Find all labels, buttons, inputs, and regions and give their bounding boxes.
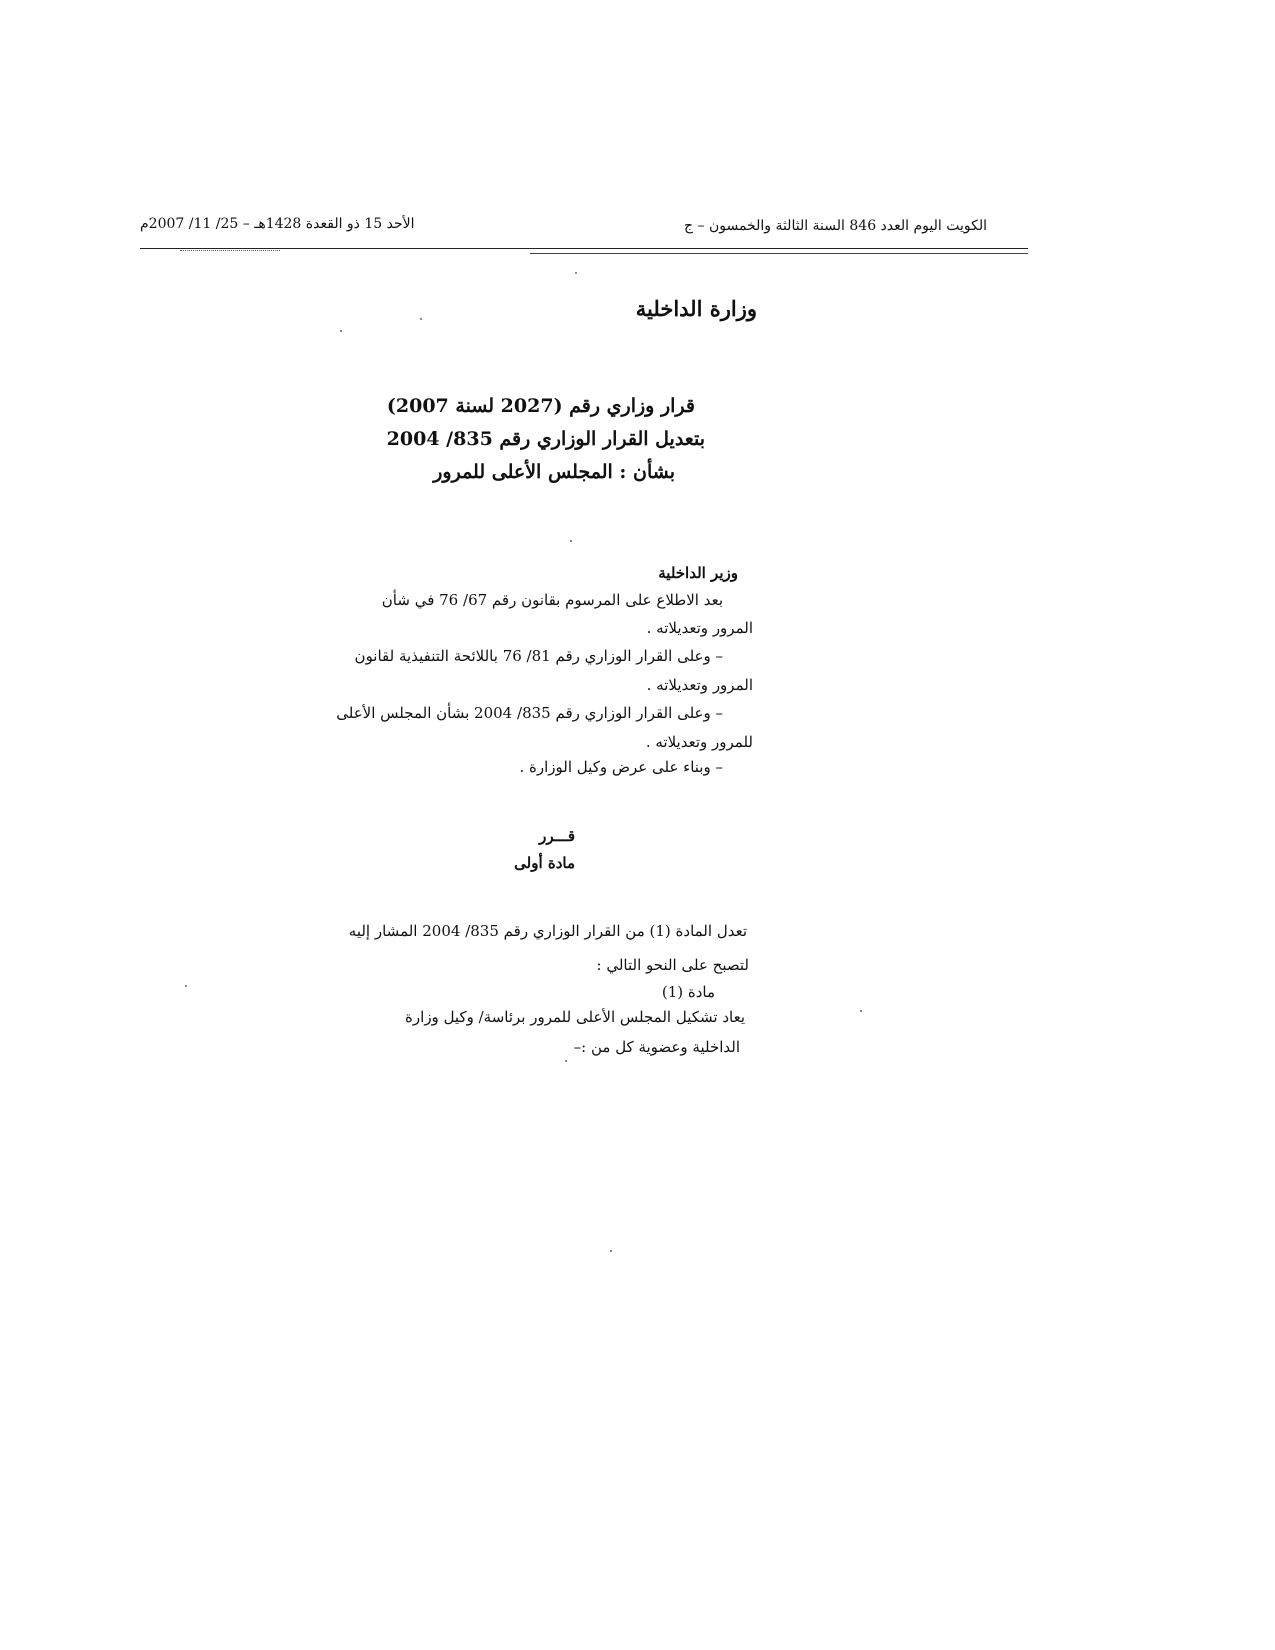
preamble-line: – وبناء على عرض وكيل الوزارة .	[519, 758, 723, 776]
preamble-line: للمرور وتعديلاته .	[645, 733, 753, 751]
header-rule	[140, 248, 1028, 249]
article-line: مادة (1)	[661, 983, 715, 1001]
scan-speck	[570, 540, 572, 542]
header-dotted-rule	[180, 250, 280, 251]
gazette-issue-info: الكويت اليوم العدد 846 السنة الثالثة والخمسون – ج	[684, 218, 987, 234]
article-line: يعاد تشكيل المجلس الأعلى للمرور برئاسة/ وكيل وزارة	[405, 1008, 745, 1026]
preamble-line: المرور وتعديلاته .	[646, 676, 753, 694]
article-line: الداخلية وعضوية كل من :–	[573, 1038, 740, 1056]
scan-speck	[565, 1060, 567, 1062]
preamble-line: – وعلى القرار الوزاري رقم 835/ 2004 بشأن المجلس الأعلى	[336, 704, 723, 722]
scan-speck	[575, 272, 577, 274]
decides-heading: قـــرر	[539, 827, 575, 845]
article-line: تعدل المادة (1) من القرار الوزاري رقم 835/ 2004 المشار إليه	[348, 922, 747, 940]
header-rule-secondary	[530, 253, 1028, 254]
decree-title-line-3: بشأن : المجلس الأعلى للمرور	[433, 461, 675, 483]
preamble-line: – وعلى القرار الوزاري رقم 81/ 76 باللائحة التنفيذية لقانون	[354, 647, 723, 665]
decree-title-line-2: بتعديل القرار الوزاري رقم 835/ 2004	[386, 428, 705, 450]
scan-speck	[340, 330, 342, 332]
preamble-line: بعد الاطلاع على المرسوم بقانون رقم 67/ 76 في شأن	[381, 591, 723, 609]
minister-heading: وزير الداخلية	[658, 564, 738, 582]
scan-speck	[420, 318, 422, 320]
ministry-heading: وزارة الداخلية	[635, 296, 757, 321]
scan-speck	[185, 985, 187, 987]
gazette-date: الأحد 15 ذو القعدة 1428هـ – 25/ 11/ 2007م	[140, 216, 415, 232]
preamble-line: المرور وتعديلاته .	[646, 619, 753, 637]
scan-speck	[610, 1250, 612, 1252]
scan-speck	[860, 1010, 862, 1012]
decree-title-line-1: قرار وزاري رقم (2027 لسنة 2007)	[386, 395, 695, 417]
article-first-heading: مادة أولى	[514, 854, 575, 872]
article-line: لتصبح على النحو التالي :	[596, 956, 749, 974]
